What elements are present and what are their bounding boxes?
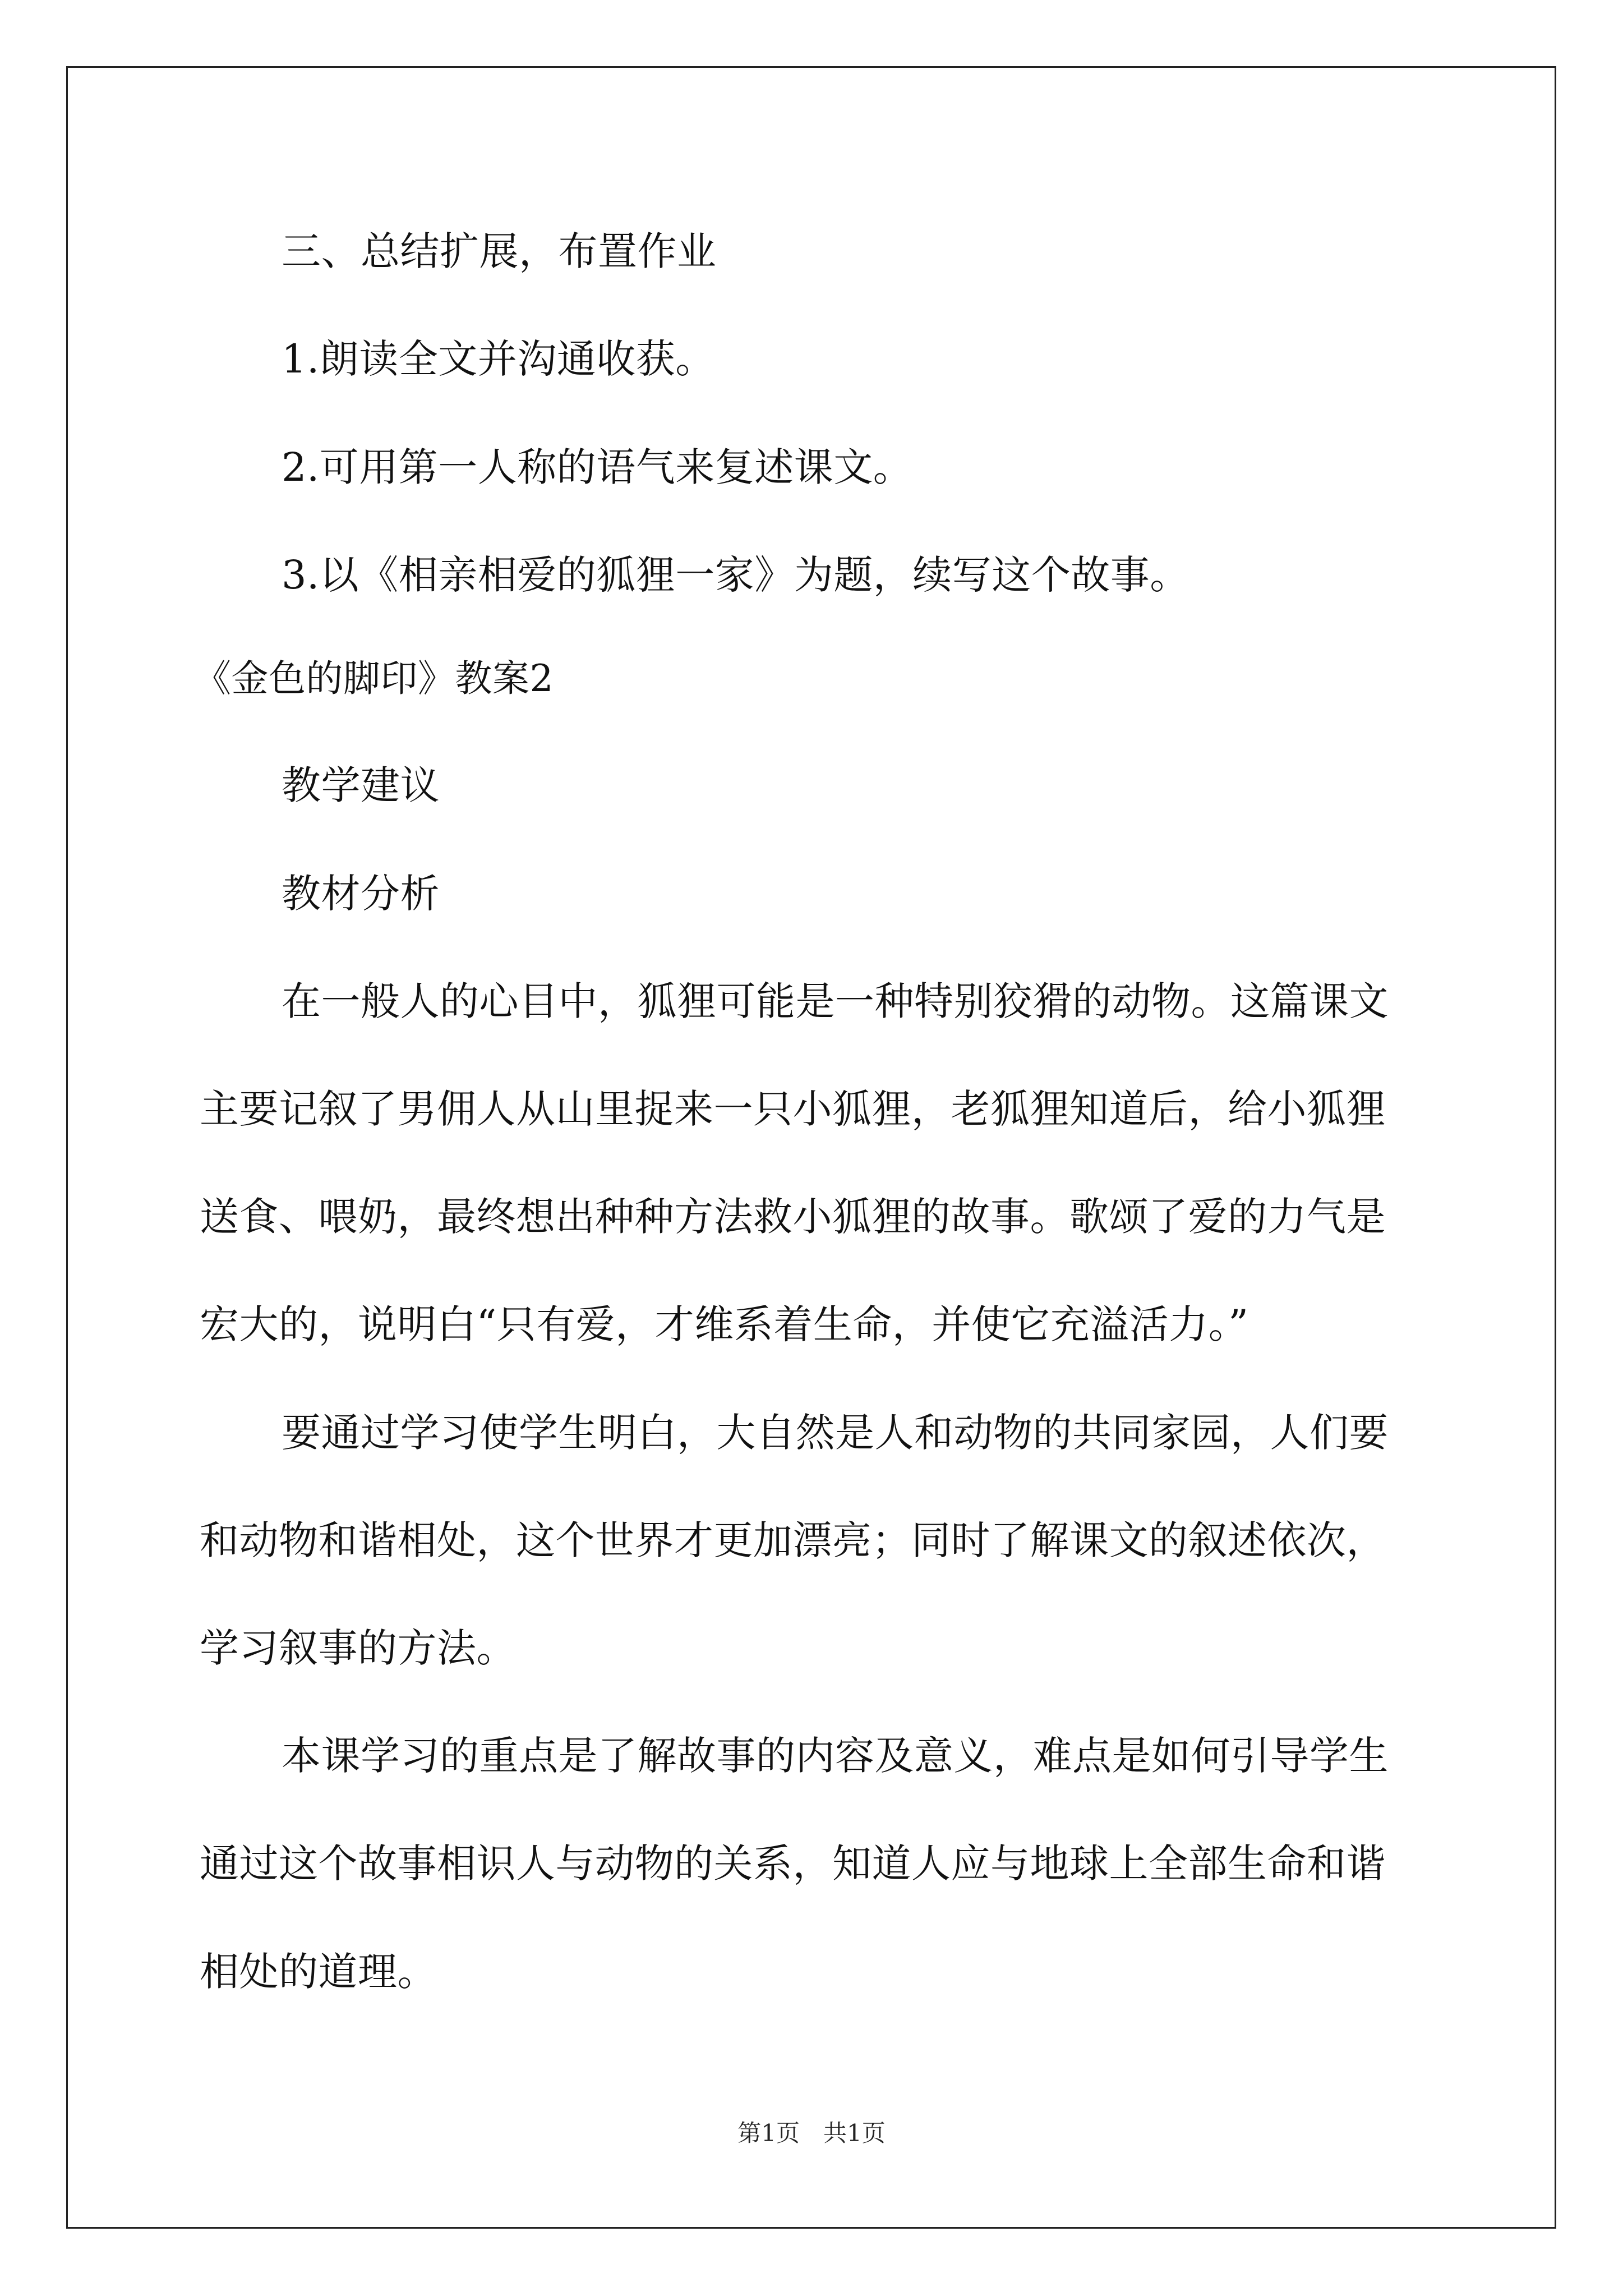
paragraph-line: 和动物和谐相处，这个世界才更加漂亮；同时了解课文的叙述依次， (200, 1517, 1386, 1563)
paragraph-line: 主要记叙了男佣人从山里捉来一只小狐狸，老狐狸知道后，给小狐狸 (200, 1086, 1386, 1132)
page-border (66, 66, 1556, 2229)
paragraph-line: 宏大的，说明白“只有爱，才维系着生命，并使它充溢活力。” (200, 1301, 1249, 1347)
section-heading: 三、总结扩展，布置作业 (282, 228, 717, 274)
subsection-heading: 教材分析 (282, 871, 440, 917)
paragraph-line: 学习叙事的方法。 (200, 1625, 516, 1671)
page-footer: 第1页 共1页 (737, 2119, 886, 2147)
list-item: 1.朗读全文并沟通收获。 (282, 336, 715, 382)
paragraph-line: 本课学习的重点是了解故事的内容及意义，难点是如何引导学生 (282, 1733, 1389, 1779)
list-item: 3.以《相亲相爱的狐狸一家》为题，续写这个故事。 (282, 552, 1189, 598)
paragraph-line: 在一般人的心目中，狐狸可能是一种特别狡猾的动物。这篇课文 (282, 978, 1389, 1024)
subsection-heading: 教学建议 (282, 762, 440, 808)
paragraph-line: 通过这个故事相识人与动物的关系，知道人应与地球上全部生命和谐 (200, 1841, 1386, 1887)
list-item: 2.可用第一人称的语气来复述课文。 (282, 444, 913, 490)
document-title: 《金色的脚印》教案2 (194, 657, 554, 700)
paragraph-line: 相处的道理。 (200, 1949, 437, 1995)
paragraph-line: 送食、喂奶，最终想出种种方法救小狐狸的故事。歌颂了爱的力气是 (200, 1194, 1386, 1240)
paragraph-line: 要通过学习使学生明白，大自然是人和动物的共同家园，人们要 (282, 1410, 1389, 1456)
